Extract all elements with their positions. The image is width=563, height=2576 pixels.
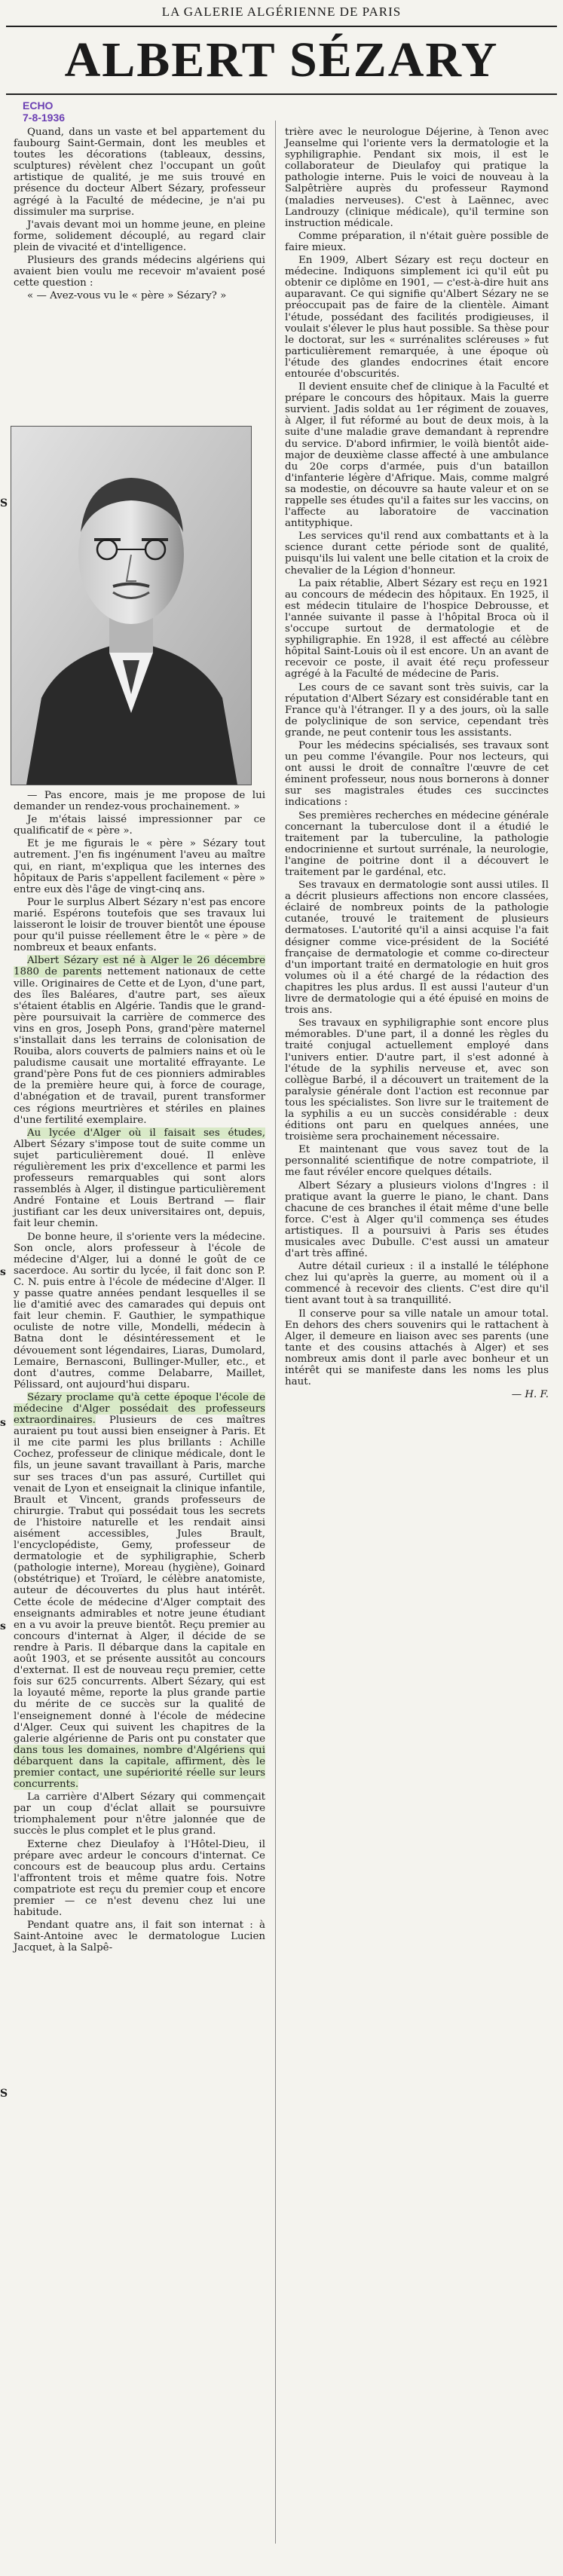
left-column-intro bbox=[14, 127, 265, 303]
paragraph: trière avec le neurologue Déjerine, à Tenon avec Jeanselme qui l'oriente vers la dermatologie et la syphiligraphie. Pendant six mois, il est le collaborateur de Dieulafoy qui pratique la pathologie interne. Puis le voici de nouveau à la Salpêtrière auprès du professeur Raymond (maladies nerveuses). C'est à Laënnec, avec Landrouzy (clinique médicale), qu'il termine son instruction médicale. bbox=[285, 127, 549, 229]
paragraph: — Pas encore, mais je me propose de lui demander un rendez-vous prochainement. » bbox=[14, 790, 265, 813]
paragraph: Pour le surplus Albert Sézary n'est pas encore marié. Espérons toutefois que ses travaux lui laisseront le loisir de trouver bientôt une épouse pour qu'il puisse réellement être le « père » de nombreux et beaux enfants. bbox=[14, 896, 265, 954]
edge-mark: s bbox=[0, 1620, 6, 1632]
paragraph: De bonne heure, il s'oriente vers la médecine. Son oncle, alors professeur à l'école de médecine d'Alger, lui a donné le goût de ce sacerdoce. Au sortir du lycée, il fait donc son P. C. N. puis entre à l'école de médecine d'Alger. Il y passe quatre années pendant lesquelles il se lie d'amitié avec des camarades qui depuis ont fait leur chemin. F. Gauthier, le sympathique oculiste de notre ville, Mondelli, médecin à Batna dont le désintéressement et le dévouement sont légendaires, Liaras, Dumolard, Lemaire, Bernasconi, Bullinger-Muller, etc., et dont d'autres, comme Delabarre, Maillet, Pélissard, ont aujourd'hui disparu. bbox=[14, 1231, 265, 1390]
paragraph: Et maintenant que vous savez tout de la personnalité scientifique de notre compatriote, il me faut révéler encore quelques détails. bbox=[285, 1144, 549, 1179]
portrait-illustration bbox=[11, 427, 251, 785]
paragraph: Ses travaux en syphiligraphie sont encore plus mémorables. D'une part, il a donné les règles du traité conjugal actuellement employé dans l'univers entier. D'autre part, il s'est adonné à l'étude de la syphilis nerveuse et, avec son collègue Barbé, il a découvert un traitement de la paralysie générale dont l'action est reconnue par tous les spécialistes. Son livre sur le traitement de la syphilis a eu un succès considérable : deux éditions ont paru en quelques années, une troisième sera prochainement nécessaire. bbox=[285, 1017, 549, 1143]
highlighted-text: Sézary proclame qu'à cette époque l'école de médecine d'Alger possédait des professeurs extraordinaires. bbox=[14, 1391, 265, 1427]
signature: — H. F. bbox=[511, 1389, 549, 1401]
paragraph: Ses premières recherches en médecine générale concernant la tuberculose dont il a étudié le traitement par la tuberculine, la pathologie endocrinienne et surtout surrénale, la neurologie, l'angine de poitrine dont il a découvert le traitement par le gardénal, etc. bbox=[285, 809, 549, 878]
source-name: ECHO bbox=[23, 99, 54, 112]
paragraph: En 1909, Albert Sézary est reçu docteur en médecine. Indiquons simplement ici qu'il eût pu obtenir ce diplôme en 1901, — c'est-à-dire huit ans auparavant. Ce qui signifie qu'Albert Sézary ne se préoccupait pas de faire de la clientèle. Aimant l'étude, possédant des facilités prodigieuses, il voulait s'élever le plus haut possible. Sa thèse pour le doctorat, sur les « surrénalites scléreuses » fut particulièrement remarquée, à une époque où l'étude des glandes endocrines était encore entourée d'obscurités. bbox=[285, 255, 549, 380]
paragraph: Il devient ensuite chef de clinique à la Faculté et prépare le concours des hôpitaux. Mais la guerre survient. Jadis soldat au 1er régiment de zouaves, à Alger, il fut réformé au bout de deux mois, à la suite d'une maladie grave demandant à reprendre du service. D'abord infirmier, le voilà bientôt aide-major de deuxième classe affecté à une ambulance du 20e corps d'armée, puis d'un bataillon d'infanterie légère d'Afrique. Mais, comme malgré sa modestie, on découvre sa haute valeur et on se rappelle ses études qu'il a faites sur les vaccins, on l'affecte au laboratoire de vaccination antityphique. bbox=[285, 381, 549, 530]
title-rule bbox=[6, 93, 557, 95]
left-edge-marks bbox=[0, 0, 9, 2576]
paragraph: Externe chez Dieulafoy à l'Hôtel-Dieu, il prépare avec ardeur le concours d'internat. Ce concours est de beaucoup plus ardu. Certains l'affrontent trois et même quatre fois. Notre compatriote est reçu du premier coup et encore premier — ce n'est devenu chez lui une habitude. bbox=[14, 1838, 265, 1919]
edge-mark: s bbox=[0, 1266, 6, 1278]
highlighted-text: Au lycée d'Alger où il faisait ses études, bbox=[27, 1127, 265, 1139]
paragraph: La carrière d'Albert Sézary qui commençait par un coup d'éclat allait se poursuivre triomphalement pour n'être jalonnée que de succès le plus complet et le plus grand. bbox=[14, 1791, 265, 1837]
paragraph: Albert Sézary a plusieurs violons d'Ingres : il pratique avant la guerre le piano, le chant. Dans chacune de ces branches il était même d'une belle force. C'est à Alger qu'il commença ses études artistiques. Il a poursuivi à Paris ses études musicales avec Dubulle. C'est aussi un amateur d'art très affiné. bbox=[285, 1179, 549, 1260]
paragraph: J'avais devant moi un homme jeune, en pleine forme, solidement découplé, au regard clair plein de vivacité et d'intelligence. bbox=[14, 219, 265, 253]
paragraph: La paix rétablie, Albert Sézary est reçu en 1921 au concours de médecin des hôpitaux. En 1925, il est médecin titulaire de l'hospice Debrousse, et l'année suivante il passe à l'hôpital Broca où il s'occupe surtout de dermatologie et de syphiligraphie. En 1928, il est affecté au célèbre hôpital Saint-Louis où il est encore. Un an avant de recevoir ce poste, il avait été reçu professeur agrégé à la Faculté de médecine de Paris. bbox=[285, 577, 549, 681]
text: Albert Sézary s'impose tout de suite comme un sujet particulièrement doué. Il enlève régulièrement les prix d'excellence et parmi les professeurs remarquables qui sont alors rassemblés à Alger, il distingue particulièrement André Fontaine et Louis Bertrand — flair justifiant car les deux universitaires ont, depuis, fait leur chemin. bbox=[14, 1138, 265, 1230]
paragraph: Les services qu'il rend aux combattants et à la science durant cette période sont de qualité, puisqu'ils lui valent une belle citation et la croix de chevalier de la Légion d'honneur. bbox=[285, 531, 549, 577]
text: nettement nationaux de cette ville. Originaires de Cette et de Lyon, d'une part, des îles Baléares, d'autre part, ses aïeux s'étaient établis en Algérie. Tandis que le grand-père poursuivait la carrière de commerce des vins en gros, Joseph Pons, grand'père maternel s'installait dans les terrains de colonisation de Rouiba, alors couverts de palmiers nains et où le paludisme causait une mortalité effrayante. Le grand'père Pons fut de ces pionniers admirables de la première heure qui, à force de courage, d'abnégation et de travail, purent transformer ces régions meurtrières et stériles en plaines d'une fertilité exemplaire. bbox=[14, 966, 265, 1126]
paragraph: Pour les médecins spécialisés, ses travaux sont un peu comme l'évangile. Pour nos lecteurs, qui ont aussi le droit de connaître l'œuvre de cet éminent professeur, nous nous bornerons à donner sur ses magistrales études ces succinctes indications : bbox=[285, 739, 549, 809]
paragraph: Ses travaux en dermatologie sont aussi utiles. Il a décrit plusieurs affections non encore classées, éclairé de nombreux points de la pathologie cutanée, trouvé le traitement de plusieurs dermatoses. L'autorité qu'il a ainsi acquise l'a fait désigner comme vice-président de la Société française de dermatologie et comme co-directeur d'un important traité en dermatologie en huit gros volumes où il a été chargé de la rédaction des chapitres les plus ardus. Il est aussi l'auteur d'un livre de dermatologie qui a été épuisé en moins de trois ans. bbox=[285, 880, 549, 1017]
paragraph bbox=[14, 1127, 265, 1230]
paragraph: Pendant quatre ans, il fait son internat : à Saint-Antoine avec le dermatologue Lucien Jacquet, à la Salpê- bbox=[14, 1920, 265, 1954]
paragraph: Je m'étais laissé impressionner par ce qualificatif de « père ». bbox=[14, 814, 265, 837]
paragraph: Autre détail curieux : il a installé le téléphone chez lui qu'après la guerre, au moment où il a commencé à recevoir des clients. C'est dire qu'il tient avant tout à sa tranquillité. bbox=[285, 1261, 549, 1307]
paragraph: Il conserve pour sa ville natale un amour total. En dehors des chers souvenirs qui le rattachent à Alger, il demeure en liaison avec ses parents (une tante et des cousins attachés à Alger) et ses nombreux amis dont il parle avec bonheur et un intérêt qui se manifeste dans les noms les plus haut. bbox=[285, 1308, 549, 1388]
paragraph: Comme préparation, il n'était guère possible de faire mieux. bbox=[285, 230, 549, 253]
source-date: 7-8-1936 bbox=[23, 112, 66, 124]
paragraph bbox=[14, 955, 265, 1125]
right-column bbox=[285, 127, 549, 1400]
paragraph: Les cours de ce savant sont très suivis, car la réputation d'Albert Sézary est considérable tant en France qu'à l'étranger. Il y a des jours, où la salle de polyclinique de son service, cependant très grande, ne peut contenir tous les assistants. bbox=[285, 681, 549, 739]
paragraph: Et je me figurais le « père » Sézary tout autrement. J'en fis ingénument l'aveu au maître qui, en riant, m'expliqua que les internes des hôpitaux de Paris s'appellent facilement « père » entre eux dès l'âge de vingt-cinq ans. bbox=[14, 838, 265, 895]
header-rule bbox=[6, 26, 557, 27]
paragraph: Plusieurs des grands médecins algériens qui avaient bien voulu me recevoir m'avaient posé cette question : bbox=[14, 255, 265, 289]
edge-mark: s bbox=[0, 1417, 6, 1429]
portrait-photo bbox=[11, 426, 252, 785]
source-stamp bbox=[23, 99, 65, 124]
paragraph bbox=[14, 1392, 265, 1790]
edge-mark: S bbox=[0, 497, 8, 509]
paragraph: « — Avez-vous vu le « père » Sézary? » bbox=[27, 290, 227, 302]
headline: ALBERT SÉZARY bbox=[64, 32, 499, 87]
column-divider bbox=[275, 121, 276, 2544]
highlighted-text: dans tous les domaines, nombre d'Algériens qui débarquent dans la capitale, affirment, dès le premier contact, une supériorité réelle sur leurs concurrents. bbox=[14, 1744, 265, 1791]
edge-mark: S bbox=[0, 2088, 8, 2100]
paragraph: Quand, dans un vaste et bel appartement du faubourg Saint-Germain, dont les meubles et toutes les décorations (tableaux, dessins, sculptures) révèlent chez l'occupant un goût artistique de qualité, je me suis trouvé en présence du docteur Albert Sézary, professeur agrégé à la Faculté de médecine, je n'ai pu dissimuler ma surprise. bbox=[14, 127, 265, 218]
left-column-body bbox=[14, 790, 265, 1955]
text: Plusieurs de ces maîtres auraient pu tout aussi bien enseigner à Paris. Et il me cite parmi les plus brillants : Achille Cochez, professeur de clinique médicale, dont le fils, un jeune savant travaillant à Paris, marche sur ses traces d'un pas assuré, Curtillet qui venait de Lyon et enseignait la clinique infantile, Brault et Vincent, grands professeurs de chirurgie. Trabut qui possédait tous les secrets de l'histoire naturelle et les rendait ainsi aisément accessibles, Jules Brault, l'encyclopédiste, Gemy, professeur de dermatologie et de syphiligraphie, Scherb (pathologie interne), Moreau (hygiène), Goinard (obstétrique) et Troïard, le célèbre anatomiste, auteur de découvertes du plus haut intérêt. Cette école de médecine d'Alger comptait des enseignants admirables et notre jeune étudiant en a vu avoir la preuve bientôt. Reçu premier au concours d'internat à Alger, il décide de se rendre à Paris. Il débarque dans la capitale en août 1903, et se présente aussitôt au concours d'externat. Il est de nouveau reçu premier, cette fois sur 625 concurrents. Albert Sézary, qui est la loyauté même, reporte la plus grande partie du mérite de ce succès sur la qualité de l'enseignement donné à l'école de médecine d'Alger. Ceux qui suivent les chapitres de la galerie algérienne de Paris ont pu constater que bbox=[14, 1415, 265, 1745]
highlighted-text: Albert Sézary est né à Alger le 26 décembre 1880 de parents bbox=[14, 955, 265, 978]
newspaper-header: LA GALERIE ALGÉRIENNE DE PARIS bbox=[161, 5, 402, 19]
